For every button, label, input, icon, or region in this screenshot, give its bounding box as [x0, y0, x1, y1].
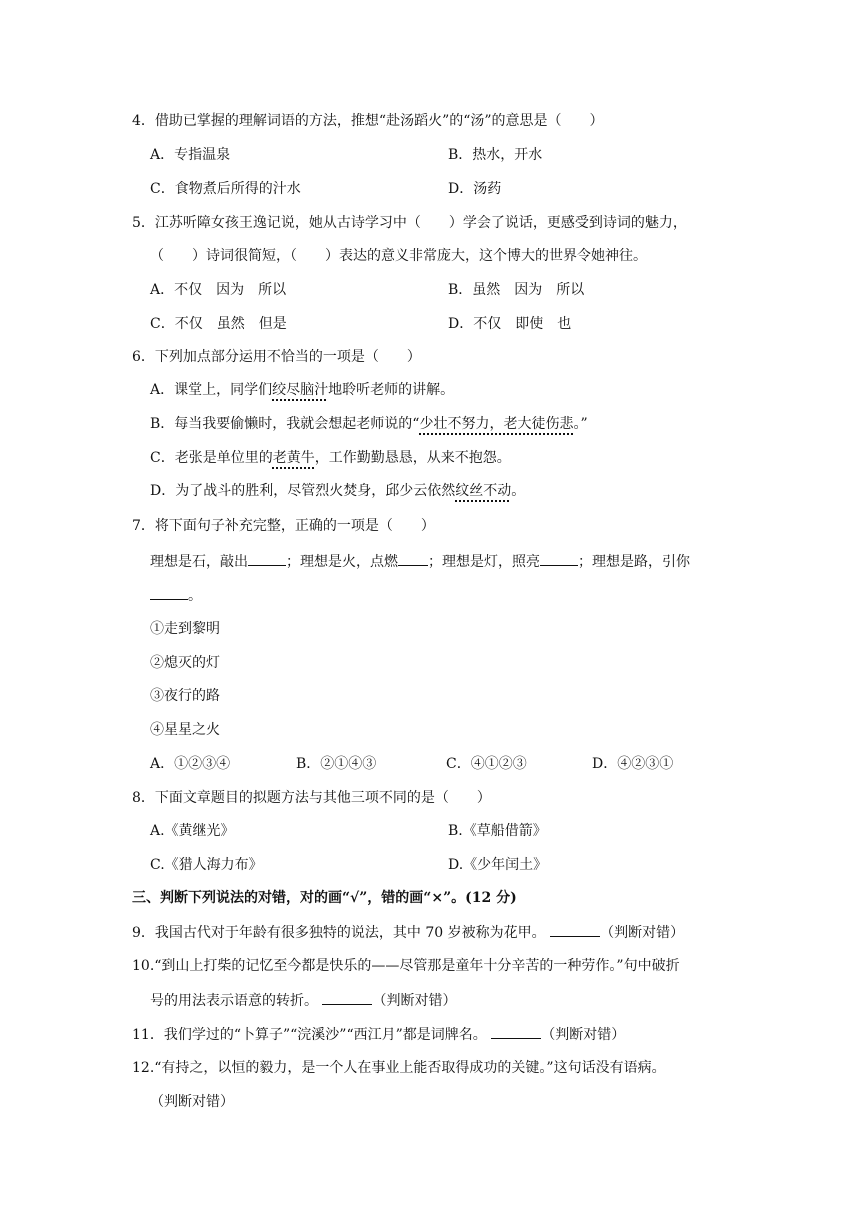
q6-d-dotted: 纹丝不动 — [455, 483, 512, 499]
q10-line1: 10.“到山上打柴的记忆至今都是快乐的——尽管那是童年十分辛苦的一种劳作。”句中破折 — [132, 958, 680, 974]
q7-item-1: ①走到黎明 — [150, 621, 220, 637]
q4-option-d: D．汤药 — [448, 181, 502, 197]
q7-blank-4 — [150, 585, 188, 600]
q9-answer-blank[interactable] — [550, 922, 600, 937]
q6-option-d — [150, 481, 760, 501]
q12-line2: （判断对错） — [150, 1094, 234, 1110]
q7-blank-3 — [540, 551, 578, 566]
q6-option-a — [150, 380, 760, 400]
q7-option-c: C．④①②③ — [446, 756, 527, 772]
q11-text: 11．我们学过的“卜算子”“浣溪沙”“西江月”都是词牌名。 — [132, 1027, 487, 1043]
q6-c-dotted: 老黄牛 — [272, 450, 315, 466]
q4-option-a: A．专指温泉 — [150, 147, 231, 163]
q7-s1: 理想是石，敲出 — [150, 554, 248, 570]
q7-item-4: ④星星之火 — [150, 722, 220, 738]
q8-option-b: B.《草船借箭》 — [448, 823, 547, 839]
q6-b-pre: B．每当我要偷懒时，我就会想起老师说的“ — [150, 416, 420, 432]
q6-option-c — [150, 448, 760, 468]
q7-blank-1 — [248, 551, 286, 566]
q8-option-c: C.《猎人海力布》 — [150, 857, 263, 873]
q7-blank-2 — [398, 551, 428, 566]
q7-s5: 。 — [188, 588, 202, 604]
q4-stem: 4．借助已掌握的理解词语的方法，推想“赴汤蹈火”的“汤”的意思是（ ） — [132, 113, 604, 129]
q7-item-3: ③夜行的路 — [150, 688, 220, 704]
q6-d-post: 。 — [511, 483, 526, 499]
q5-stem-line2: （ ）诗词很简短，（ ）表达的意义非常庞大，这个博大的世界令她神往。 — [150, 248, 647, 264]
q8-stem: 8．下面文章题目的拟题方法与其他三项不同的是（ ） — [132, 790, 491, 806]
q6-b-dotted: 少壮不努力，老大徒伤悲 — [419, 416, 574, 432]
q10-answer-blank[interactable] — [322, 990, 372, 1005]
q6-b-post: 。” — [573, 416, 588, 432]
q9 — [132, 922, 742, 943]
q7-stem: 7．将下面句子补充完整，正确的一项是（ ） — [132, 518, 435, 534]
q5-option-d: D．不仅 即使 也 — [448, 316, 572, 332]
q8-option-a: A.《黄继光》 — [150, 823, 235, 839]
q6-c-pre: C．老张是单位里的 — [150, 450, 273, 466]
q6-stem: 6．下列加点部分运用不恰当的一项是（ ） — [132, 349, 421, 365]
q7-option-a: A．①②③④ — [150, 756, 231, 772]
q6-c-post: ，工作勤勤恳恳，从来不抱怨。 — [314, 450, 511, 466]
q7-s3: ；理想是灯，照亮 — [428, 554, 540, 570]
q5-option-b: B．虽然 因为 所以 — [448, 282, 585, 298]
q12-line1: 12.“有持之，以恒的毅力，是一个人在事业上能否取得成功的关键。”这句话没有语病。 — [132, 1060, 666, 1076]
q7-s4: ；理想是路，引你 — [578, 554, 690, 570]
q5-stem-line1: 5．江苏听障女孩王逸记说，她从古诗学习中（ ）学会了说话，更感受到诗词的魅力， — [132, 215, 687, 231]
q7-item-2: ②熄灭的灯 — [150, 655, 220, 671]
q9-text: 9．我国古代对于年龄有很多独特的说法，其中 70 岁被称为花甲。 — [132, 925, 546, 941]
q10-text2: 号的用法表示语意的转折。 — [150, 993, 318, 1009]
q7-sentence-line1 — [150, 551, 760, 572]
q4-option-c: C．食物煮后所得的汁水 — [150, 181, 301, 197]
q7-sentence-line2 — [150, 585, 760, 606]
q6-a-pre: A．课堂上，同学们 — [150, 382, 273, 398]
q6-d-pre: D．为了战斗的胜利，尽管烈火焚身，邱少云依然 — [150, 483, 456, 499]
q8-option-d: D.《少年闰土》 — [448, 857, 548, 873]
q10-suffix: （判断对错） — [372, 993, 457, 1009]
q4-option-b: B．热水，开水 — [448, 147, 543, 163]
q7-option-d: D．④②③① — [592, 756, 674, 772]
q7-option-b: B．②①④③ — [296, 756, 377, 772]
q7-s2: ；理想是火，点燃 — [286, 554, 398, 570]
q5-option-a: A．不仅 因为 所以 — [150, 282, 287, 298]
section-3-heading: 三、判断下列说法的对错，对的画“√”，错的画“×”。(12 分) — [132, 890, 517, 906]
q9-suffix: （判断对错） — [600, 925, 685, 941]
q11-suffix: （判断对错） — [541, 1027, 626, 1043]
q6-a-post: 地聆听老师的讲解。 — [328, 382, 455, 398]
q11 — [132, 1024, 742, 1045]
q6-a-dotted: 绞尽脑汁 — [272, 382, 329, 398]
q11-answer-blank[interactable] — [491, 1024, 541, 1039]
q6-option-b — [150, 414, 760, 434]
q5-option-c: C．不仅 虽然 但是 — [150, 316, 287, 332]
q10-line2 — [150, 990, 760, 1011]
